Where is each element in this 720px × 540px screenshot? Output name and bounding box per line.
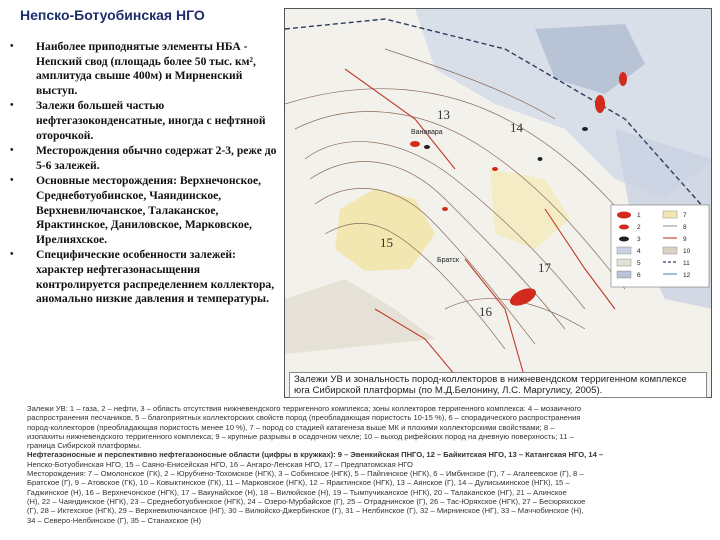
bullet-icon: • xyxy=(10,145,14,157)
legend-line: Братское (Г), 9 – Атовское (ГК), 10 – Ковыктинское (ГК), 11 – Марковское (НГК), 12 – Ярактинское (НГК), 13 – Аянское (Г), 14 – Дулисьминское (НГК), 15 – xyxy=(27,478,570,488)
legend-number: 8 xyxy=(683,224,687,231)
legend-number: 12 xyxy=(683,272,691,279)
map-drawing xyxy=(285,9,712,398)
region-label: 17 xyxy=(538,260,551,275)
bullet-text: Основные месторождения: Верхнечонское, Среднеботуобинское, Чаяндинское, Верхневилючанское, Талаканское, Ярактинское, Даниловское, Марковское, Ирелияхское. xyxy=(36,174,262,246)
region-label: 15 xyxy=(380,235,393,250)
region-label: 16 xyxy=(479,304,492,319)
legend-number: 6 xyxy=(637,272,641,279)
legend-swatch xyxy=(663,211,677,218)
legend-line: изопахиты нижневендского терригенного комплекса; 9 – крупные разрывы в осадочном чехле; 10 – выход рифейских пород на дневную поверхность; 11 – xyxy=(27,431,574,441)
legend-number: 4 xyxy=(637,248,641,255)
region-label: 13 xyxy=(437,107,450,122)
bullet-item xyxy=(8,40,280,98)
map-legend xyxy=(611,205,709,287)
bullet-icon: • xyxy=(10,249,14,261)
slide-title: Непско-Ботуобинская НГО xyxy=(20,7,205,23)
bullet-list xyxy=(8,40,280,308)
legend-line: пород-коллекторов (преобладающая пористость менее 10 %), 7 – пород со стадией катагенеза выше МК и плохими коллекторскими свойствами; 8 – xyxy=(27,422,555,432)
legend-swatch xyxy=(617,271,631,278)
legend-swatch xyxy=(617,247,631,254)
legend-line: Нефтегазоносные и перспективно нефтегазоносные области (цифры в кружках): 9 – Эвенкийская ПНГО, 12 – Байкитская НГО, 13 – Катангская НГО, 14 – xyxy=(27,450,604,460)
bullet-item xyxy=(8,174,280,247)
legend-number: 11 xyxy=(683,260,690,267)
geologic-map xyxy=(284,8,712,398)
legend-swatch xyxy=(619,225,629,230)
legend-line: граница Сибирской платформы. xyxy=(27,441,142,451)
legend-line: Месторождения: 7 – Омолонское (ГК), 2 – Юрубчено-Тохомское (НГК), 3 – Собинское (НГК), 5 – Пайгинское (НГК), 6 – Имбинское (Г), 7 – Агалеевское (Г), 8 – xyxy=(27,469,584,479)
legend-line: (Н), 22 – Чаяндинское (НГК), 23 – Среднеботуобинское (НГК), 24 – Озеро-Мурбайское (Г), 25 – Отраднинское (Г), 26 – Тас-Юряхское (НГК), 27 – Бесюряхское xyxy=(27,496,586,506)
bullet-text: Залежи большей частью нефтегазоконденсатные, иногда с нефтяной оторочкой. xyxy=(36,99,266,142)
bullet-item xyxy=(8,99,280,143)
legend-number: 10 xyxy=(683,248,691,255)
bullet-item xyxy=(8,144,280,173)
bullet-icon: • xyxy=(10,175,14,187)
legend-swatch xyxy=(617,259,631,266)
legend-swatch xyxy=(663,247,677,254)
legend-swatch xyxy=(619,237,629,242)
legend-number: 3 xyxy=(637,236,641,243)
legend-line: распространения песчаников, 5 – благоприятных коллекторских свойств пород (преобладающая пористость 10-15 %), 6 – спорадического распространения xyxy=(27,413,581,423)
legend-text xyxy=(27,404,711,534)
town-label: Братск xyxy=(437,257,459,264)
legend-number: 2 xyxy=(637,224,641,231)
legend-line: Гаджинское (Н), 16 – Верхнечонское (НГК), 17 – Вакунайское (Н), 18 – Вилюйское (Н), 19 – Тымпучиканское (НГК), 20 – Талаканское (НГ), 21 – Алинское xyxy=(27,487,567,497)
bullet-text: Специфические особенности залежей: характер нефтегазонасыщения контролируется распределением коллектора, аномально низкие давления и температуры. xyxy=(36,248,275,306)
bullet-item xyxy=(8,248,280,306)
legend-swatch xyxy=(617,212,631,219)
legend-line: Залежи УВ: 1 – газа, 2 – нефти, 3 – область отсутствия нижневендского терригенного комплекса; зоны коллекторов терригенного комплекса: 4 – мозаичного xyxy=(27,404,582,413)
region-label: 14 xyxy=(510,120,523,135)
town-label: Ванавара xyxy=(411,129,443,136)
legend-line: Непско-Ботуобинская НГО, 15 – Саяно-Енисейская НГО, 16 – Ангаро-Ленская НГО, 17 – Предпатомская НГО xyxy=(27,459,413,469)
legend-number: 7 xyxy=(683,212,687,219)
bullet-text: Месторождения обычно содержат 2-3, реже до 5-6 залежей. xyxy=(36,144,277,172)
legend-number: 9 xyxy=(683,236,687,243)
legend-number: 1 xyxy=(637,212,641,219)
legend-number: 5 xyxy=(637,260,641,267)
legend-line: (Г), 28 – Иктехское (НГК), 29 – Верхневилючанское (НГ), 30 – Вилюйско-Джербинское (Г), 31 – Нелбинское (Г), 32 – Мирнинское (НГ), 33 – Маччобинское (Н), xyxy=(27,506,584,516)
bullet-text: Наиболее приподнятые элементы НБА - Непский свод (площадь более 50 тыс. км², амплитуда свыше 400м) и Мирненский выступ. xyxy=(36,40,256,97)
map-caption: Залежи УВ и зональность пород-коллекторов в нижневендском терригенном комплексе юга Сибирской платформы (по М.Д.Белонину, Л.С. Маргулису, 2005). xyxy=(289,372,707,398)
legend-line: 34 – Северо-Нелбинское (Г), 35 – Станахское (Н) xyxy=(27,515,201,525)
bullet-icon: • xyxy=(10,100,14,112)
bullet-icon: • xyxy=(10,41,14,52)
